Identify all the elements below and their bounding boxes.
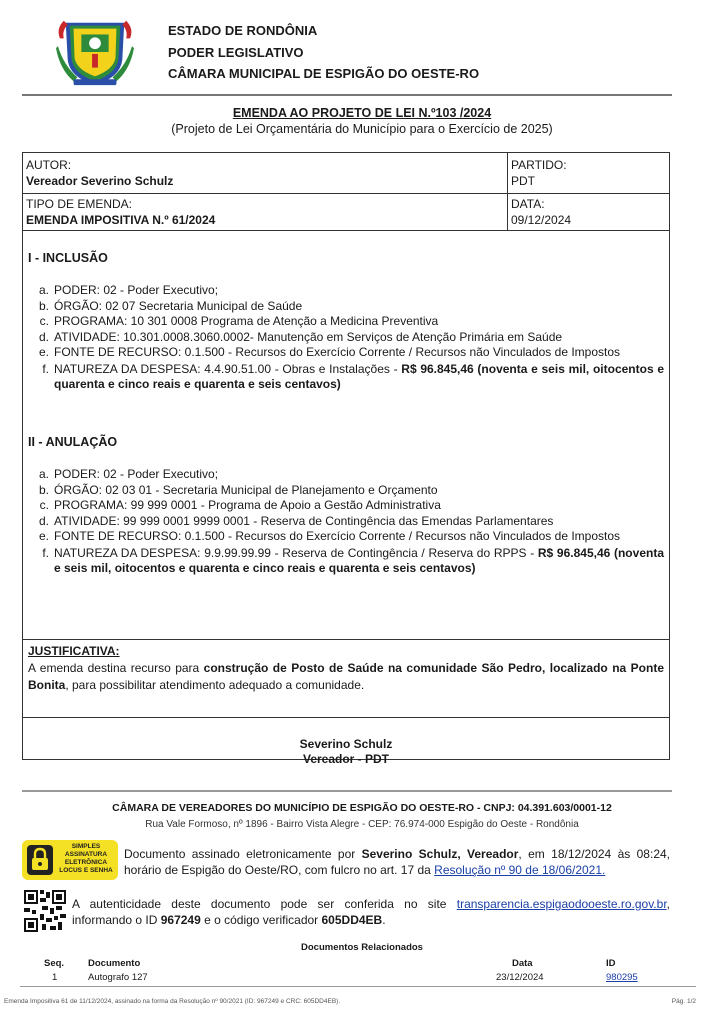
justification [28,643,664,694]
fineprint-left: Emenda Impositiva 61 de 11/12/2024, assinado na forma da Resolução nº 90/2021 (ID: 967249 e CRC: 605DD4EB). [4,998,341,1005]
signer-name: Severino Schulz [299,737,393,751]
date-cell [511,197,571,228]
col-id: ID [606,958,616,969]
header-chamber: CÂMARA MUNICIPAL DE ESPIGÃO DO OESTE-RO [168,66,480,81]
col-date: Data [512,958,533,969]
lock-icon [27,845,53,875]
related-docs-title: Documentos Relacionados [301,942,423,953]
authenticity-statement: A autenticidade deste documento pode ser conferida no site transparencia.espigaodooeste.ro.gov.br, informando o ID 967249 e o código verificador 605DD4EB. [72,897,670,927]
list-item: f. NATUREZA DA DESPESA: 4.4.90.51.00 - Obras e Instalações - R$ 96.845,46 (noventa e seis mil, oitocentos e quarenta e cinco reais e quarenta e seis centavos) [42,361,664,391]
party-cell [511,158,567,189]
footer-institution [0,802,724,830]
row-document: Autografo 127 [88,972,148,983]
column-divider [507,153,508,230]
title-block [0,106,724,136]
row-divider [23,639,669,640]
type-cell [26,197,215,228]
row-divider [23,230,669,231]
date-value: 09/12/2024 [511,212,572,227]
annulment-list [28,467,664,577]
row-seq: 1 [52,972,58,983]
list-item: a. PODER: 02 - Poder Executivo; [38,467,219,481]
justification-label: JUSTIFICATIVA: [28,644,120,658]
justification-text: A emenda destina recurso para construção de Posto de Saúde na comunidade São Pedro, localizado na Ponte Bonita, para possibilitar atendimento adequado a comunidade. [28,661,664,692]
badge-text: SIMPLES ASSINATURA ELETRÔNICA LOCUS E SENHA [59,843,113,874]
type-label: TIPO DE EMENDA: [26,197,133,211]
document-subtitle: (Projeto de Lei Orçamentária do Município para o Exercício de 2025) [171,122,553,136]
header-state: ESTADO DE RONDÔNIA [168,23,318,38]
type-value: EMENDA IMPOSITIVA N.º 61/2024 [26,212,216,227]
list-item: c. PROGRAMA: 10 301 0008 Programa de Atenção a Medicina Preventiva [39,314,439,328]
list-item: c. PROGRAMA: 99 999 0001 - Programa de Apoio a Gestão Administrativa [39,498,441,512]
header-branch: PODER LEGISLATIVO [168,44,304,60]
list-item: f. NATUREZA DA DESPESA: 9.9.99.99.99 - Reserva de Contingência / Reserva do RPPS - R$ 96.845,46 (noventa e seis mil, oitocentos e quarenta e cinco reais e quarenta e seis centavos) [42,545,664,575]
document-header [52,14,672,92]
row-divider [23,193,669,194]
col-document: Documento [88,958,141,969]
list-item: e. FONTE DE RECURSO: 0.1.500 - Recursos do Exercício Corrente / Recursos não Vinculados de Impostos [38,345,621,359]
bottom-divider [20,986,696,987]
author-label: AUTOR: [26,158,72,172]
amendment-form [22,152,670,766]
party-value: PDT [511,173,535,188]
row-id-link[interactable]: 980295 [606,972,638,983]
page-number: Pág. 1/2 [671,998,696,1005]
inclusion-title: I - INCLUSÃO [28,251,108,265]
qr-code-icon [24,890,66,932]
e-signature-badge [22,840,118,880]
institution-name: CÂMARA DE VEREADORES DO MUNICÍPIO DE ESPIGÃO DO OESTE-RO - CNPJ: 04.391.603/0001-12 [112,802,612,814]
document-title: EMENDA AO PROJETO DE LEI N.º103 /2024 [232,106,492,120]
list-item: e. FONTE DE RECURSO: 0.1.500 - Recursos do Exercício Corrente / Recursos não Vinculados de Impostos [38,529,621,543]
signer-role: Vereador - PDT [302,752,390,766]
list-item: b. ÓRGÃO: 02 03 01 - Secretaria Municipal de Planejamento e Orçamento [38,482,438,497]
list-item: b. ÓRGÃO: 02 07 Secretaria Municipal de Saúde [38,298,303,313]
institution-address: Rua Vale Formoso, nº 1896 - Bairro Vista Alegre - CEP: 76.974-000 Espigão do Oeste - Rondônia [145,819,579,830]
party-label: PARTIDO: [511,158,567,172]
date-label: DATA: [511,197,545,211]
e-signature-statement: Documento assinado eletronicamente por Severino Schulz, Vereador, em 18/12/2024 às 08:24, horário de Espigão do Oeste/RO, com fulcro no art. 17 da Resolução nº 90 de 18/06/2021. [124,847,671,877]
transparency-link[interactable]: transparencia.espigaodooeste.ro.gov.br [456,897,667,911]
list-item: a. PODER: 02 - Poder Executivo; [38,283,219,297]
author-value: Vereador Severino Schulz [26,173,174,188]
inclusion-list [28,283,664,393]
list-item: d. ATIVIDADE: 10.301.0008.3060.0002- Manutenção em Serviços de Atenção Primária em Saúde [38,329,563,344]
signature-block [23,737,669,767]
row-date: 23/12/2024 [496,972,544,983]
municipal-crest-icon [56,16,134,88]
annulment-title: II - ANULAÇÃO [28,435,118,449]
list-item: d. ATIVIDADE: 99 999 0001 9999 0001 - Reserva de Contingência das Emendas Parlamentares [38,513,554,528]
resolution-link[interactable]: Resolução nº 90 de 18/06/2021. [434,863,606,877]
col-seq: Seq. [44,958,65,969]
header-divider [22,94,672,96]
row-divider [23,717,669,718]
footer-divider [22,790,672,792]
author-cell [26,158,173,189]
